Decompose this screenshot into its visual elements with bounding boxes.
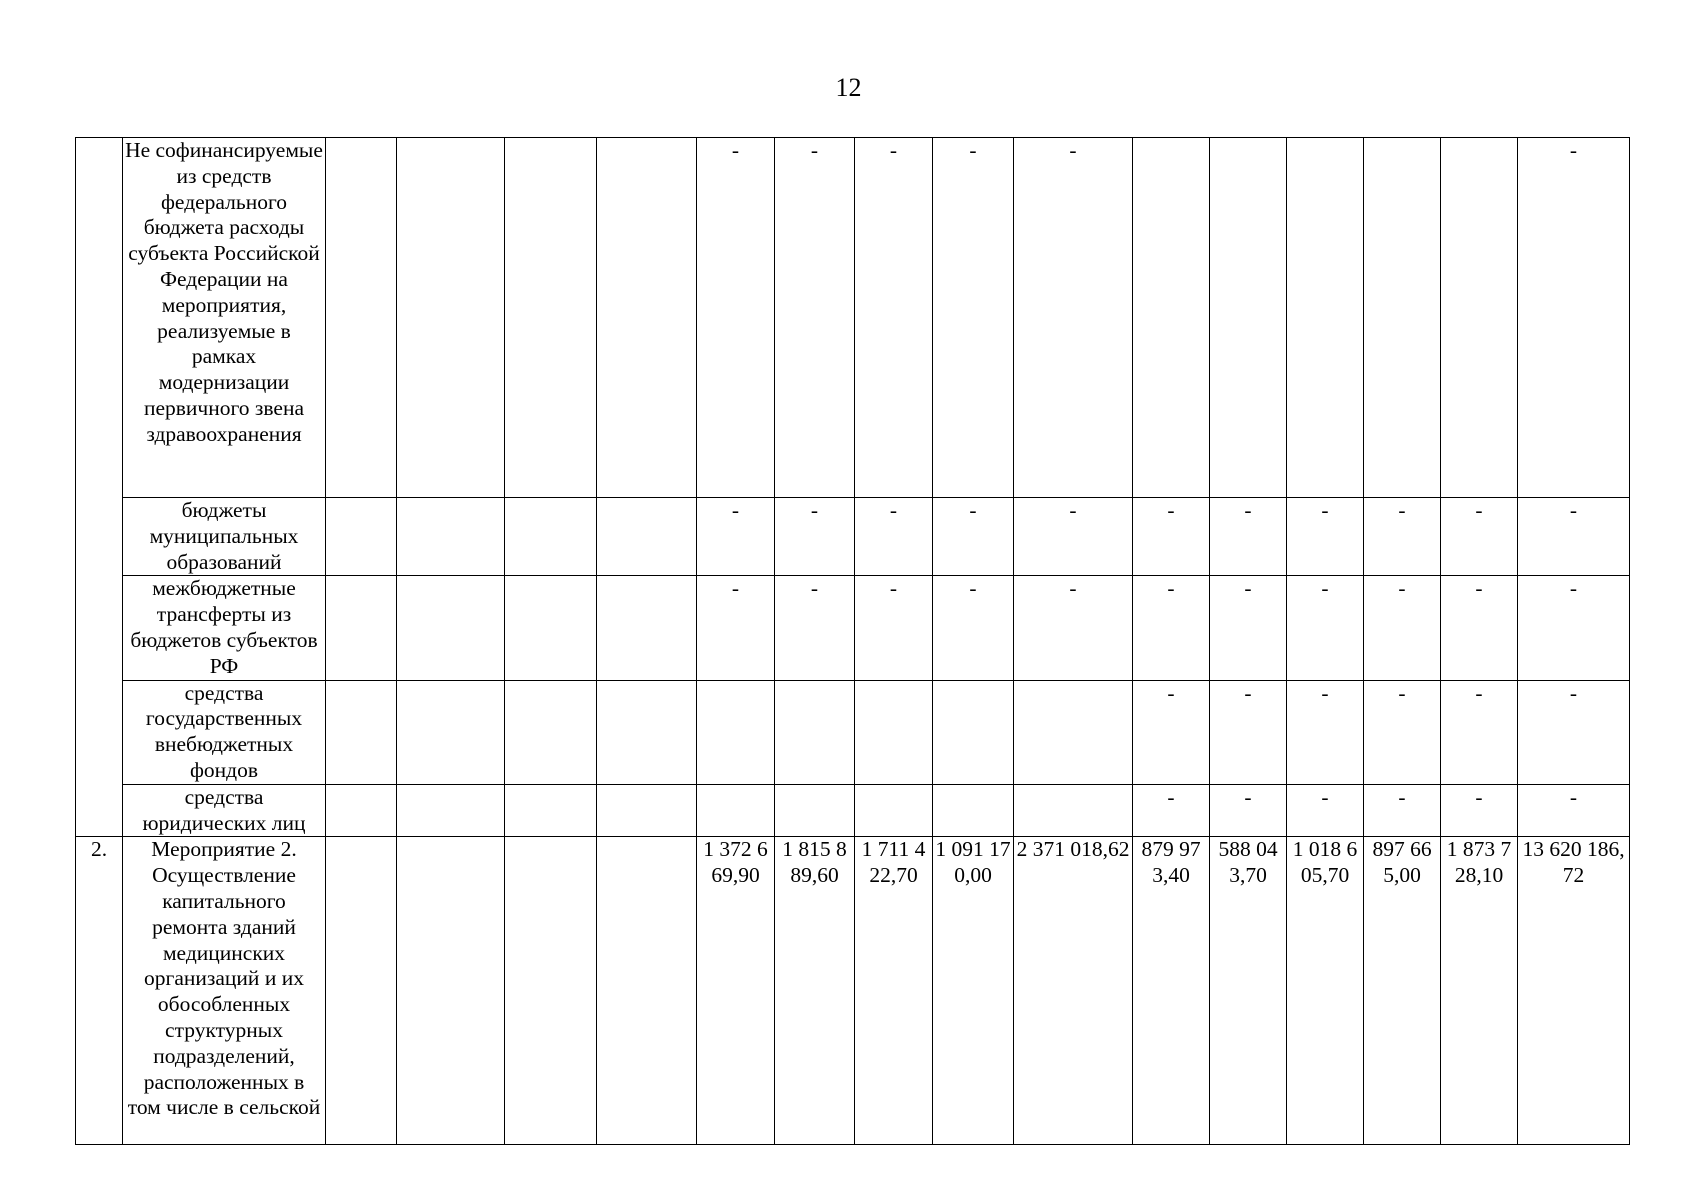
value-cell	[855, 784, 933, 837]
empty-cell	[597, 837, 697, 1145]
empty-cell	[505, 680, 597, 784]
value-cell: -	[933, 138, 1014, 498]
value-cell	[1014, 784, 1133, 837]
value-cell: -	[1014, 498, 1133, 576]
empty-cell	[397, 576, 505, 680]
value-cell: 1 815 889,60	[775, 837, 855, 1145]
value-cell: -	[1364, 498, 1441, 576]
value-cell	[1210, 138, 1287, 498]
table-row	[76, 837, 1630, 1145]
value-cell: -	[1441, 498, 1518, 576]
row-description: средства государственных внебюджетных фондов	[123, 680, 326, 784]
value-cell: 1 091 170,00	[933, 837, 1014, 1145]
value-cell: -	[1014, 576, 1133, 680]
value-cell: -	[1518, 680, 1630, 784]
table-row	[76, 784, 1630, 837]
budget-table	[75, 137, 1630, 1145]
value-cell	[697, 784, 775, 837]
value-cell: -	[1364, 680, 1441, 784]
row-number: 2.	[76, 837, 123, 1145]
value-cell: -	[855, 498, 933, 576]
value-cell	[933, 680, 1014, 784]
value-cell: -	[1287, 576, 1364, 680]
empty-cell	[326, 498, 397, 576]
page-number: 12	[835, 73, 862, 102]
empty-cell	[597, 576, 697, 680]
value-cell: -	[855, 138, 933, 498]
value-cell: -	[1364, 784, 1441, 837]
table-row	[76, 138, 1630, 498]
value-cell: -	[1287, 680, 1364, 784]
empty-cell	[597, 784, 697, 837]
empty-cell	[597, 498, 697, 576]
value-cell: -	[1133, 784, 1210, 837]
value-cell	[1287, 138, 1364, 498]
empty-cell	[326, 680, 397, 784]
value-cell: -	[697, 138, 775, 498]
value-cell: -	[697, 576, 775, 680]
empty-cell	[326, 837, 397, 1145]
value-cell: -	[855, 576, 933, 680]
value-cell	[1133, 138, 1210, 498]
value-cell: -	[775, 576, 855, 680]
value-cell: 13 620 186,72	[1518, 837, 1630, 1145]
value-cell	[775, 784, 855, 837]
value-cell: -	[933, 498, 1014, 576]
value-cell: 1 018 605,70	[1287, 837, 1364, 1145]
value-cell: -	[1210, 576, 1287, 680]
empty-cell	[505, 837, 597, 1145]
row-description: межбюджетные трансферты из бюджетов субъектов РФ	[123, 576, 326, 680]
empty-cell	[505, 784, 597, 837]
row-description: бюджеты муниципальных образований	[123, 498, 326, 576]
value-cell: -	[1441, 784, 1518, 837]
value-cell: -	[1210, 498, 1287, 576]
value-cell: -	[1518, 498, 1630, 576]
row-description: Мероприятие 2. Осуществление капитального ремонта зданий медицинских организаций и их обособленных структурных подразделений, расположенных в том числе в сельской	[123, 837, 326, 1145]
value-cell: -	[1210, 680, 1287, 784]
empty-cell	[505, 576, 597, 680]
empty-cell	[326, 576, 397, 680]
value-cell	[1014, 680, 1133, 784]
value-cell: -	[1364, 576, 1441, 680]
value-cell: -	[1441, 576, 1518, 680]
table-row	[76, 680, 1630, 784]
value-cell	[775, 680, 855, 784]
value-cell: -	[775, 498, 855, 576]
value-cell: 2 371 018,62	[1014, 837, 1133, 1145]
empty-cell	[397, 784, 505, 837]
value-cell: -	[1287, 498, 1364, 576]
value-cell: -	[1210, 784, 1287, 837]
empty-cell	[597, 680, 697, 784]
row-description: средства юридических лиц	[123, 784, 326, 837]
value-cell: 588 043,70	[1210, 837, 1287, 1145]
table-row	[76, 498, 1630, 576]
value-cell: -	[697, 498, 775, 576]
empty-cell	[597, 138, 697, 498]
value-cell: -	[1014, 138, 1133, 498]
row-description: Не софинансируемые из средств федерального бюджета расходы субъекта Российской Федерации на мероприятия, реализуемые в рамках модернизации первичного звена здравоохранения	[123, 138, 326, 498]
empty-cell	[326, 784, 397, 837]
row-number-empty	[76, 138, 123, 837]
value-cell: -	[1441, 680, 1518, 784]
value-cell: -	[1518, 576, 1630, 680]
value-cell: -	[1133, 498, 1210, 576]
value-cell	[1364, 138, 1441, 498]
value-cell: -	[1518, 784, 1630, 837]
value-cell: 1 873 728,10	[1441, 837, 1518, 1145]
empty-cell	[505, 498, 597, 576]
value-cell: 879 973,40	[1133, 837, 1210, 1145]
empty-cell	[505, 138, 597, 498]
empty-cell	[397, 138, 505, 498]
empty-cell	[397, 837, 505, 1145]
table-row	[76, 576, 1630, 680]
value-cell: -	[775, 138, 855, 498]
value-cell: 1 372 669,90	[697, 837, 775, 1145]
value-cell	[933, 784, 1014, 837]
value-cell	[1441, 138, 1518, 498]
empty-cell	[326, 138, 397, 498]
empty-cell	[397, 680, 505, 784]
empty-cell	[397, 498, 505, 576]
value-cell: -	[1518, 138, 1630, 498]
value-cell	[697, 680, 775, 784]
value-cell: 1 711 422,70	[855, 837, 933, 1145]
value-cell: -	[1287, 784, 1364, 837]
value-cell: -	[1133, 576, 1210, 680]
value-cell	[855, 680, 933, 784]
value-cell: 897 665,00	[1364, 837, 1441, 1145]
value-cell: -	[933, 576, 1014, 680]
value-cell: -	[1133, 680, 1210, 784]
